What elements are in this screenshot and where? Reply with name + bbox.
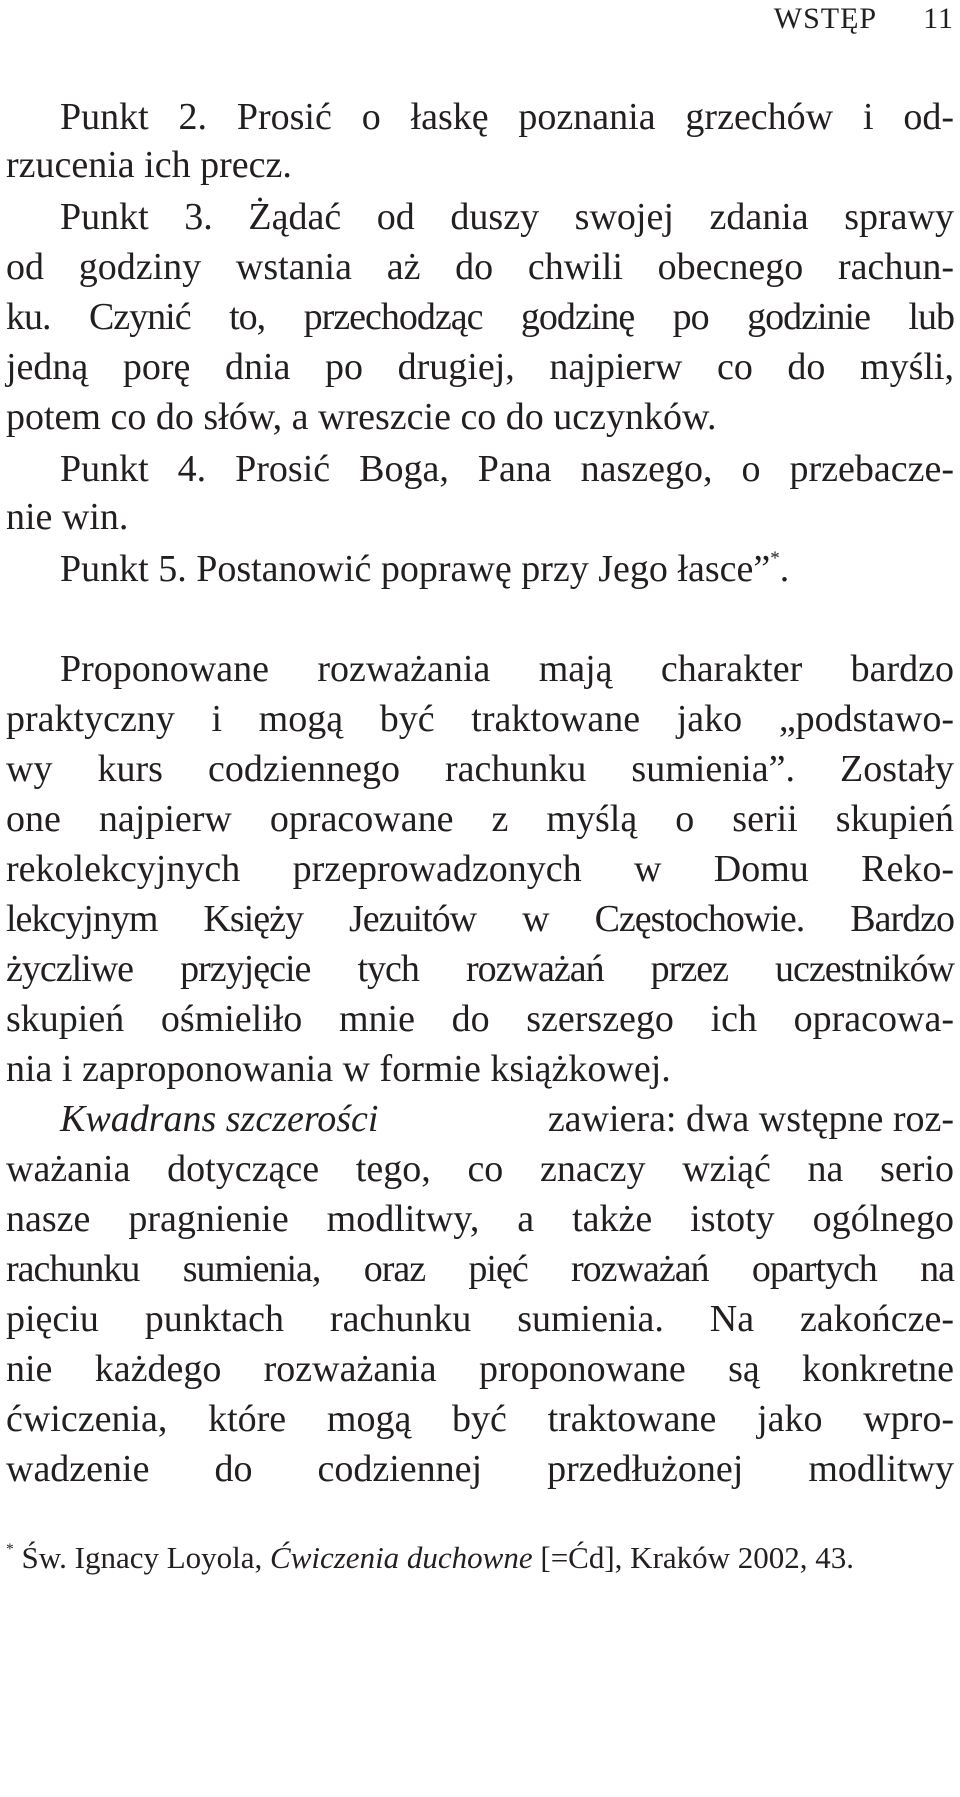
text-line: lekcyjnym Księży Jezuitów w Częstochowie. Bardzo: [6, 898, 954, 940]
text-line: ważania dotyczące tego, co znaczy wziąć na serio: [6, 1148, 954, 1190]
text-line: potem co do słów, a wreszcie co do uczynków.: [6, 396, 717, 438]
text-line: Punkt 3. Żądać od duszy swojej zdania sprawy: [60, 196, 954, 238]
text-line: rekolekcyjnych przeprowadzonych w Domu Reko-: [6, 848, 954, 890]
footnote: [6, 1538, 954, 1578]
footnote-book-title: Ćwiczenia duchowne: [270, 1540, 533, 1575]
text-line: praktyczny i mogą być traktowane jako „podstawo-: [6, 698, 954, 740]
text-line: ćwiczenia, które mogą być traktowane jako wpro-: [6, 1398, 954, 1440]
text-line: nia i zaproponowania w formie książkowej.: [6, 1048, 671, 1090]
text-run: .: [779, 548, 790, 590]
text-run: zawiera: dwa wstępne roz-: [547, 1098, 954, 1140]
chapter-title: WSTĘP: [773, 2, 878, 35]
text-line: wadzenie do codziennej przedłużonej modlitwy: [6, 1448, 954, 1490]
text-line: pięciu punktach rachunku sumienia. Na zakończe-: [6, 1298, 954, 1340]
text-line: Punkt 4. Prosić Boga, Pana naszego, o przebacze-: [60, 448, 954, 490]
text-line: rzucenia ich precz.: [6, 144, 292, 186]
text-line: rachunku sumienia, oraz pięć rozważań opartych na: [6, 1248, 954, 1290]
text-line: [60, 544, 954, 594]
text-line: Proponowane rozważania mają charakter bardzo: [60, 648, 954, 690]
footnote-text: Św. Ignacy Loyola,: [13, 1540, 271, 1575]
text-line: ku. Czynić to, przechodząc godzinę po godzinie lub: [6, 296, 954, 338]
book-title: Kwadrans szczerości: [60, 1098, 379, 1140]
running-head: [774, 2, 954, 36]
text-run: Punkt 5. Postanowić poprawę przy Jego łasce”: [60, 548, 771, 590]
text-line: [60, 1094, 954, 1144]
text-line: skupień ośmieliło mnie do szerszego ich opracowa-: [6, 998, 954, 1040]
text-line: wy kurs codziennego rachunku sumienia”. Zostały: [6, 748, 954, 790]
text-line: nie win.: [6, 496, 129, 538]
text-line: od godziny wstania aż do chwili obecnego rachun-: [6, 246, 954, 288]
text-line: nie każdego rozważania proponowane są konkretne: [6, 1348, 954, 1390]
footnote-ref: *: [770, 547, 780, 569]
page-number: 11: [923, 2, 954, 35]
text-line: nasze pragnienie modlitwy, a także istoty ogólnego: [6, 1198, 954, 1240]
footnote-text: [=Ćd], Kraków 2002, 43.: [532, 1540, 855, 1575]
footnote-marker: *: [6, 1541, 14, 1559]
text-line: one najpierw opracowane z myślą o serii skupień: [6, 798, 954, 840]
text-line: jedną porę dnia po drugiej, najpierw co do myśli,: [6, 346, 954, 388]
text-line: Punkt 2. Prosić o łaskę poznania grzechów i od-: [60, 96, 954, 138]
text-line: życzliwe przyjęcie tych rozważań przez uczestników: [6, 948, 954, 990]
